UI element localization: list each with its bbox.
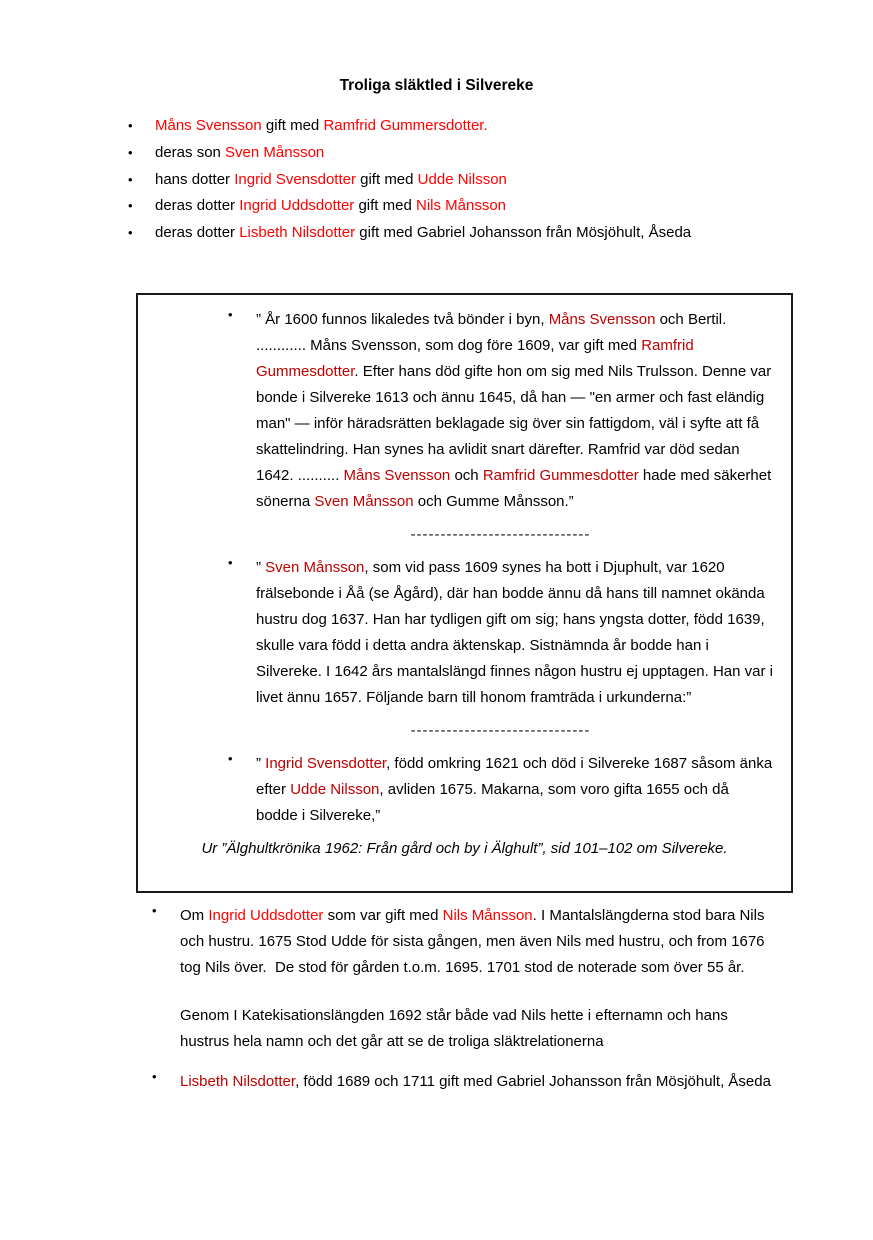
quote-box bbox=[136, 293, 793, 893]
list-item bbox=[128, 193, 823, 220]
separator-line: ------------------------------ bbox=[410, 526, 591, 543]
quote-paragraph bbox=[138, 307, 791, 515]
list-item-text: hans dotter Ingrid Svensdotter gift med Udde Nilsson bbox=[155, 170, 507, 188]
bullet-icon: • bbox=[128, 225, 133, 241]
bullet-icon: • bbox=[128, 144, 133, 160]
list-item-text: deras son Sven Månsson bbox=[155, 143, 325, 161]
list-item bbox=[128, 140, 823, 167]
bullet-icon: • bbox=[152, 903, 157, 918]
list-item bbox=[128, 167, 823, 194]
quote-text: ” År 1600 funnos likaledes två bönder i byn, Måns Svensson och Bertil. ............ Måns Svensson, som dog före 1609, var gift med Ramfrid Gummesdotter. Efter hans död gifte hon om sig med Nils Trulsson. Denne var bonde i Silvereke 1613 och ännu 1645, då han — "en armer och fast eländig man" — inför häradsrätten beklagade sig över sin fattigdom, väl i syfte att få skattelindring. Han synes ha avlidit snart därefter. Ramfrid var död sedan 1642. .......... Måns Svensson och Ramfrid Gummesdotter hade med säkerhet sönerna Sven Månsson och Gumme Månsson.” bbox=[256, 311, 776, 510]
note-item bbox=[152, 1069, 777, 1095]
bullet-icon: • bbox=[228, 751, 233, 766]
quote-paragraph bbox=[138, 555, 791, 711]
note-item bbox=[152, 903, 777, 981]
note-text: Lisbeth Nilsdotter, född 1689 och 1711 gift med Gabriel Johansson från Mösjöhult, Åseda bbox=[180, 1073, 771, 1090]
bullet-icon: • bbox=[128, 118, 133, 133]
list-item bbox=[128, 220, 823, 247]
bullet-icon: • bbox=[228, 307, 233, 322]
quote-text: ” Sven Månsson, som vid pass 1609 synes ha bott i Djuphult, var 1620 frälsebonde i Åå (se Ågård), där han bodde ännu då hans till namnet okända hustru dog 1637. Han har tydligen gift om sig; hans yngsta dotter, född 1639, skulle vara född i detta andra äktenskap. Sistnämnda år bodde han i Silvereke. I 1642 års mantalslängd finnes någon hustru ej upptagen. Han var i livet ännu 1657. Följande barn till honom framträda i urkunderna:” bbox=[256, 559, 778, 706]
source-citation: Ur ”Älghultkrönika 1962: Från gård och by i Älghult”, sid 101–102 om Silvereke. bbox=[201, 840, 728, 857]
list-item-text: deras dotter Ingrid Uddsdotter gift med Nils Månsson bbox=[155, 197, 507, 215]
notes-section bbox=[152, 903, 777, 1095]
family-lineage-list bbox=[128, 113, 823, 247]
quote-text: ” Ingrid Svensdotter, född omkring 1621 och död i Silvereke 1687 såsom änka efter Udde Nilsson, avliden 1675. Makarna, som voro gifta 1655 och då bodde i Silvereke,” bbox=[256, 755, 777, 824]
separator-line: ------------------------------ bbox=[410, 722, 591, 739]
document-title: Troliga släktled i Silvereke bbox=[339, 77, 534, 94]
list-item-text: deras dotter Lisbeth Nilsdotter gift med Gabriel Johansson från Mösjöhult, Åseda bbox=[155, 224, 692, 242]
list-item bbox=[128, 113, 823, 140]
bullet-icon: • bbox=[152, 1069, 157, 1084]
quote-paragraph bbox=[138, 751, 791, 829]
note-paragraph: Genom I Katekisationslängden 1692 står både vad Nils hette i efternamn och hans hustrus hela namn och det går att se de troliga släktrelationerna bbox=[180, 1007, 728, 1050]
note-text: Om Ingrid Uddsdotter som var gift med Nils Månsson. I Mantalslängderna stod bara Nils och hustru. 1675 Stod Udde för sista gången, men även Nils med hustru, och from 1676 tog Nils över. De stod för gården t.o.m. 1695. 1701 stod de noterade som över 55 år. bbox=[180, 907, 769, 976]
bullet-icon: • bbox=[128, 198, 133, 214]
bullet-icon: • bbox=[128, 171, 133, 187]
list-item-text: Måns Svensson gift med Ramfrid Gummersdotter. bbox=[155, 117, 488, 134]
bullet-icon: • bbox=[228, 555, 233, 570]
